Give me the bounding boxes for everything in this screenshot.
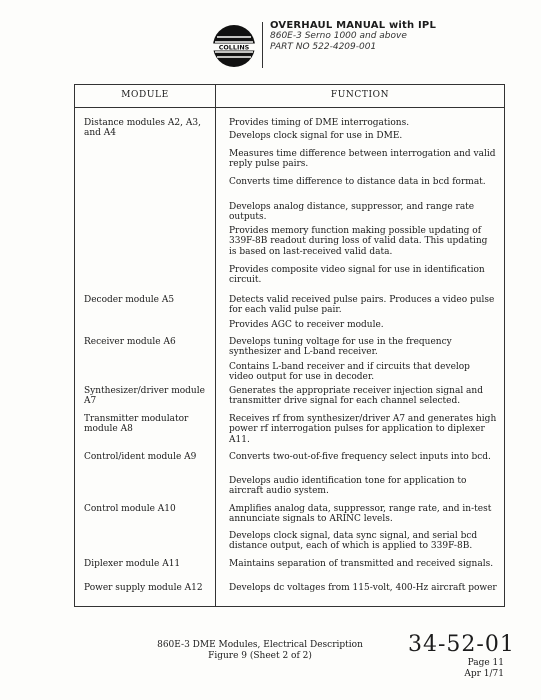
module-cell: Power supply module A12 [84,583,203,593]
function-cell: Converts two-out-of-five frequency select inputs into bcd. [229,452,491,462]
function-cell: Develops tuning voltage for use in the frequency synthesizer and L-band receiver. [229,337,452,358]
collins-logo [212,24,256,68]
function-cell: Develops dc voltages from 115-volt, 400-Hz aircraft power [229,583,497,593]
caption-line-2: Figure 9 (Sheet 2 of 2) [208,651,312,661]
function-cell: Develops audio identification tone for application to aircraft audio system. [229,476,467,497]
function-cell: Detects valid received pulse pairs. Produces a video pulse for each valid pulse pair. [229,295,495,316]
module-cell: Control/ident module A9 [84,452,197,462]
function-cell: Converts time difference to distance data in bcd format. [229,177,486,187]
column-divider [215,85,216,606]
header-text-block [270,20,436,53]
module-cell: Transmitter modulator module A8 [84,414,189,435]
module-cell: Distance modules A2, A3, and A4 [84,118,201,139]
function-cell: Maintains separation of transmitted and received signals. [229,559,494,569]
function-cell: Provides composite video signal for use in identification circuit. [229,265,485,286]
module-cell: Diplexer module A11 [84,559,181,569]
figure-caption [150,640,370,662]
document-number: 34-52-01 [408,632,515,657]
manual-title: OVERHAUL MANUAL with IPL [270,20,437,31]
revision-date: Apr 1/71 [464,668,504,679]
module-cell: Decoder module A5 [84,295,175,305]
function-cell: Amplifies analog data, suppressor, range rate, and in-test annunciate signals to ARINC levels. [229,504,492,525]
function-cell: Measures time difference between interrogation and valid reply pulse pairs. [229,149,496,170]
header-row-rule [75,107,504,108]
column-header-function: FUNCTION [330,90,390,100]
logo-text: COLLINS [218,43,250,52]
function-cell: Provides AGC to receiver module. [229,320,384,330]
module-cell: Control module A10 [84,504,176,514]
column-header-module: MODULE [121,90,169,100]
header-divider [262,22,263,68]
function-cell: Generates the appropriate receiver injection signal and transmitter drive signal for each channel selected. [229,386,483,407]
part-number-line: PART NO 522-4209-001 [270,42,377,52]
function-cell: Develops clock signal for use in DME. [229,131,403,141]
caption-line-1: 860E-3 DME Modules, Electrical Description [157,640,363,650]
page-info [444,658,504,679]
function-cell: Receives rf from synthesizer/driver A7 and generates high power rf interrogation pulses for application to diplexer A11. [229,414,497,445]
module-cell: Receiver module A6 [84,337,176,347]
function-cell: Provides memory function making possible updating of 339F-8B readout during loss of valid data. This updating is based on last-received valid data. [229,226,488,257]
page-number: Page 11 [467,658,504,668]
function-cell: Develops analog distance, suppressor, and range rate outputs. [229,202,475,223]
model-line: 860E-3 Serno 1000 and above [270,31,407,41]
module-function-table [74,84,505,607]
function-cell: Contains L-band receiver and if circuits that develop video output for use in decoder. [229,362,470,383]
function-cell: Develops clock signal, data sync signal, and serial bcd distance output, each of which is applied to 339F-8B. [229,531,478,552]
module-cell: Synthesizer/driver module A7 [84,386,205,407]
function-cell: Provides timing of DME interrogations. [229,118,410,128]
